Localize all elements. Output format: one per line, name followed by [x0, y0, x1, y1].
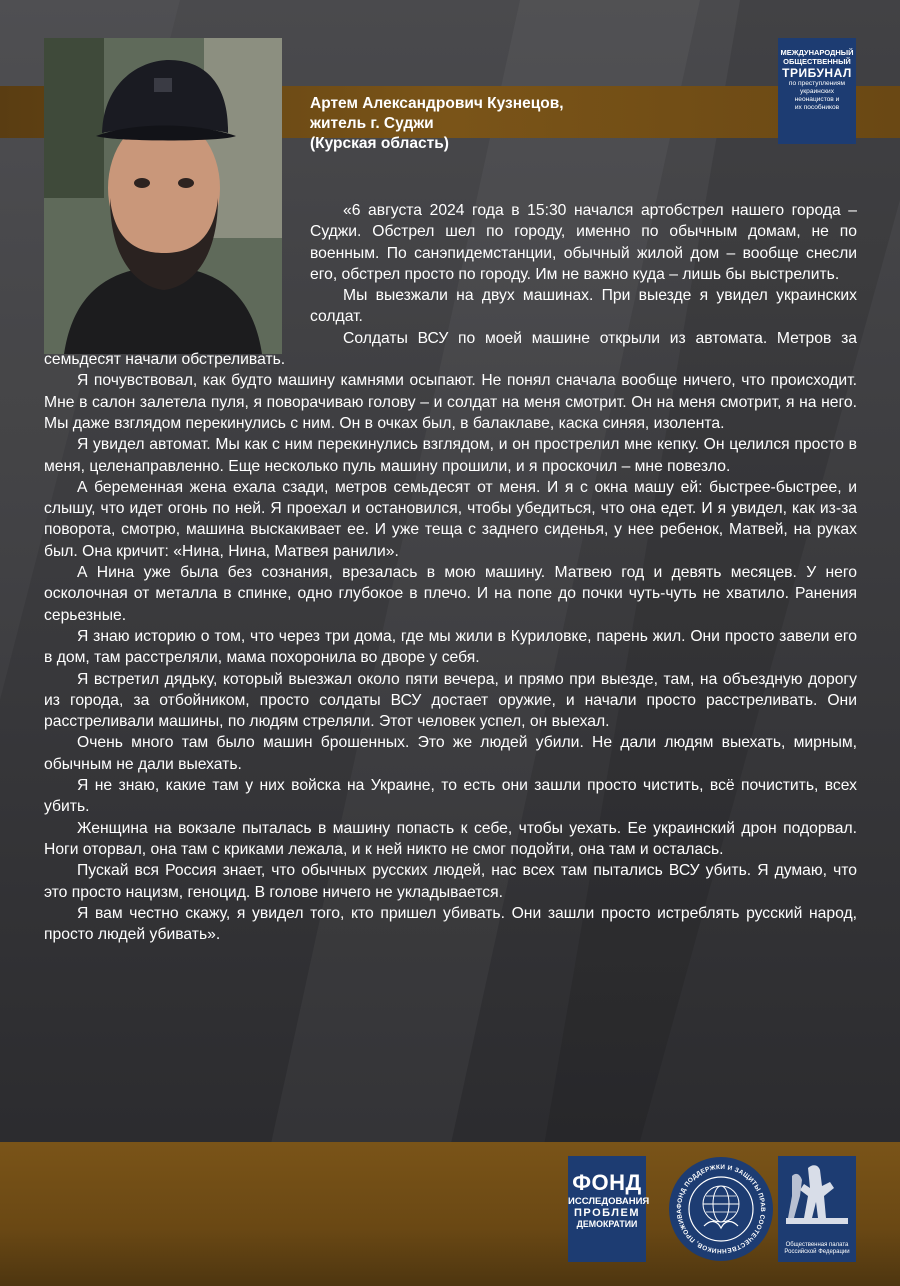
- public-chamber-logo-line: Российской Федерации: [784, 1249, 850, 1255]
- testimony-paragraph: А беременная жена ехала сзади, метров семьдесят от меня. И я с окна машу ей: быстрее-быстрее, и слышу, что идет огонь по ней. Я проехал и остановился, чтобы убедиться, что она едет. И я увидел, как из-за поворота, смотрю, машина выскакивает ее. И уже теща с заднего сиденья, у нее ребенок, Матвей, на руках был. Она кричит: «Нина, Нина, Матвея ранили».: [44, 478, 857, 560]
- public-chamber-logo: [778, 1156, 856, 1262]
- democracy-fund-logo: [568, 1156, 650, 1262]
- democracy-fund-logo-line: ДЕМОКРАТИИ: [576, 1219, 638, 1229]
- tribunal-logo-line: неонацистов и: [794, 96, 840, 103]
- testimony-paragraph: Мы выезжали на двух машинах. При выезде я увидел украинских солдат.: [310, 287, 857, 326]
- photo-spacer: [44, 200, 310, 346]
- testimony-paragraph: Я знаю историю о том, что через три дома, где мы жили в Куриловке, парень жил. Они просто завели его в дом, там расстреляли, мама похоронила во дворе у себя.: [44, 627, 857, 667]
- tribunal-logo: [778, 38, 856, 144]
- testimony-text: [44, 200, 857, 945]
- democracy-fund-logo-line: ПРОБЛЕМ: [573, 1207, 640, 1219]
- tribunal-logo-line: их пособников: [794, 104, 840, 111]
- witness-name-block: [310, 94, 730, 154]
- testimony-paragraph: Солдаты ВСУ по моей машине открыли из автомата. Метров за семьдесят начали обстреливать.: [44, 329, 857, 369]
- tribunal-logo-line: ОБЩЕСТВЕННЫЙ: [783, 57, 851, 66]
- witness-region: (Курская область): [310, 135, 449, 152]
- tribunal-logo-line: МЕЖДУНАРОДНЫЙ: [780, 48, 854, 57]
- compatriots-fund-ring-text: ФОНД ПОДДЕРЖКИ И ЗАЩИТЫ ПРАВ СООТЕЧЕСТВЕННИКОВ, ПРОЖИВА: [675, 1163, 767, 1255]
- globe-emblem-icon: [668, 1156, 774, 1262]
- testimony-paragraph: А Нина уже была без сознания, врезалась в мою машину. Матвею год и девять месяцев. У него осколочная от металла в спинке, одно глубокое в плечо. И на попе до почки чуть-чуть не хватило. Ранения серьезные.: [44, 564, 857, 624]
- monument-emblem-icon: [778, 1156, 856, 1236]
- democracy-fund-logo-line: ИССЛЕДОВАНИЯ: [568, 1196, 650, 1207]
- democracy-fund-logo-line: ФОНД: [572, 1170, 642, 1195]
- testimony-paragraph: Женщина на вокзале пыталась в машину попасть к себе, чтобы уехать. Ее украинский дрон подорвал. Ноги оторвал, она там с криками лежала, и к ней никто не смог подойти, она там и осталась.: [44, 819, 857, 858]
- tribunal-logo-title: ТРИБУНАЛ: [782, 66, 852, 80]
- testimony-paragraph: Я встретил дядьку, который выезжал около пяти вечера, и прямо при выезде, там, на объездную дорогу из города, за отбойником, просто солдаты ВСУ достает оружие, и начали просто расстреливать. Они расстреливали машины, по людям стреляли. Этот человек успел, он выехал.: [44, 670, 857, 731]
- tribunal-logo-line: украинских: [799, 88, 834, 95]
- compatriots-fund-logo: [668, 1156, 774, 1262]
- testimony-paragraph: Очень много там было машин брошенных. Это же людей убили. Не дали людям выехать, мирным, обычным не дали выехать.: [44, 734, 857, 773]
- witness-name: Артем Александрович Кузнецов,: [310, 95, 564, 112]
- tribunal-logo-line: по преступлениям: [788, 80, 846, 87]
- public-chamber-logo-line: Общественная палата: [785, 1242, 849, 1248]
- testimony-paragraph: «6 августа 2024 года в 15:30 начался артобстрел нашего города – Суджи. Обстрел шел по городу, именно по обычным домам, не по военным. По санэпидемстанции, обычный жилой дом – вообще снесли его, обстрел просто по городу. Им не важно куда – лишь бы выстрелить.: [310, 202, 857, 283]
- testimony-paragraph: Я не знаю, какие там у них войска на Украине, то есть они зашли просто чистить, всё почистить, всех убить.: [44, 777, 857, 816]
- witness-residence: житель г. Суджи: [310, 115, 434, 132]
- testimony-paragraph: Пускай вся Россия знает, что обычных русских людей, нас всех там пытались ВСУ убить. Я думаю, что это просто нацизм, геноцид. В голове ничего не укладывается.: [44, 862, 857, 901]
- testimony-paragraph: Я увидел автомат. Мы как с ним перекинулись взглядом, и он прострелил мне кепку. Он целился просто в меня, целенаправленно. Еще несколько пуль машину прошили, и я проскочил – мне повезло.: [44, 436, 857, 475]
- testimony-paragraph: Я почувствовал, как будто машину камнями осыпают. Не понял сначала вообще ничего, что происходит. Мне в салон залетела пуля, я поворачиваю голову – и солдат на меня смотрит. Он на меня смотрит, я на него. Мы даже взглядом перекинулись с ним. Он в очках был, в балаклаве, каска синяя, изолента.: [44, 372, 857, 432]
- testimony-paragraph: Я вам честно скажу, я увидел того, кто пришел убивать. Они зашли просто истреблять русский народ, просто людей убивать».: [44, 904, 857, 944]
